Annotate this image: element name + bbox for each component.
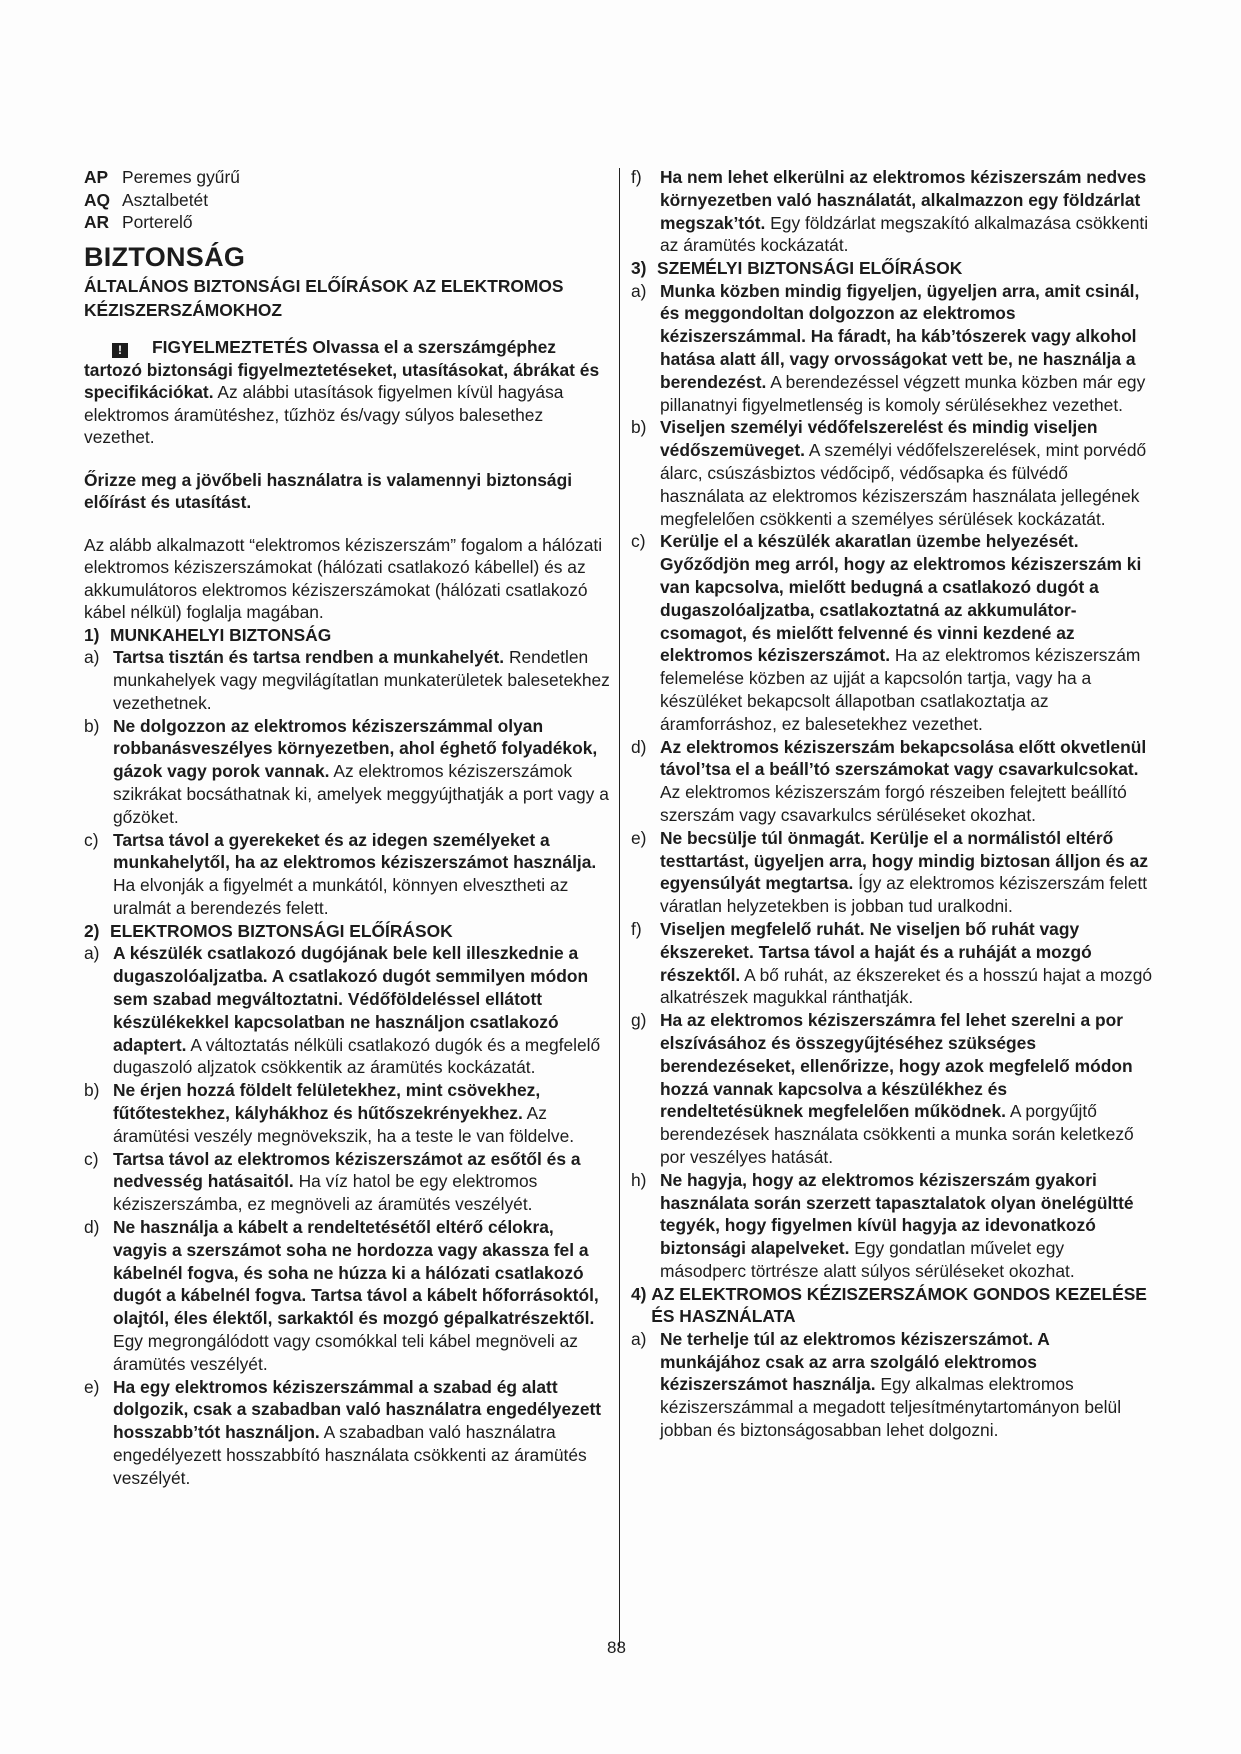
list-item: b) Viseljen személyi védőfelszerelést és mindig viseljen védőszemüveget. A személyi védőfelszerelések, mint porvédő álarc, csúszásbiztos védőcipő, védősapka és fülvédő használata az elektromos kéziszerszám használata jellegének megfelelően csökkenti a személyes sérülések kockázatát. xyxy=(631,417,1147,529)
list-item: b) Ne érjen hozzá földelt felületekhez, mint csövekhez, fűtőtestekhez, kályhákhoz és hűtőszekrényekhez. Az áramütési veszély megnövekszik, ha a teste le van földelve. xyxy=(84,1080,575,1146)
section-subtitle: ÁLTALÁNOS BIZTONSÁGI ELŐÍRÁSOK AZ ELEKTROMOS KÉZISZERSZÁMOKHOZ xyxy=(84,276,564,321)
list-item: h) Ne hagyja, hogy az elektromos kéziszerszám gyakori használata során szerzett tapasztalatok olyan önelégültté tegyék, hogy figyelmen kívül hagyja az idevonatkozó biztonsági alapelveket. Egy gondatlan művelet egy másodperc törtrésze alatt súlyos sérüléseket okozhat. xyxy=(631,1169,1134,1281)
list-item: c) Tartsa távol az elektromos kéziszerszámot az esőtől és a nedvesség hatásaitól. Ha víz hatol be egy elektromos kéziszerszámba, ez megnöveli az áramütés veszélyét. xyxy=(84,1148,581,1215)
legend-item: AQ Asztalbetét xyxy=(84,189,209,210)
list-item: e) Ha egy elektromos kéziszerszámmal a szabad ég alatt dolgozik, csak a szabadban való használatra engedélyezett hosszabb’tót használjon. A szabadban való használatra engedélyezett hosszabbító használata csökkenti az áramütés veszélyét. xyxy=(84,1376,602,1488)
warning-icon: ! xyxy=(112,343,128,358)
list-item: b) Ne dolgozzon az elektromos kéziszerszámmal olyan robbanásveszélyes környezetben, ahol éghető folyadékok, gázok vagy porok vannak. Az elektromos kéziszerszámok szikrákat bocsáthatnak ki, amelyek meggyújthatják a port vagy a gőzöket. xyxy=(84,715,609,827)
section-heading: 3) SZEMÉLYI BIZTONSÁGI ELŐÍRÁSOK xyxy=(631,258,963,279)
legend-item: AR Porterelő xyxy=(84,212,193,232)
section-heading: 4) AZ ELEKTROMOS KÉZISZERSZÁMOK GONDOS KEZELÉSE ÉS HASZNÁLATA xyxy=(631,1283,1147,1327)
page-title: BIZTONSÁG xyxy=(84,241,246,272)
list-item: d) Ne használja a kábelt a rendeltetésétől eltérő célokra, vagyis a szerszámot soha ne hordozza vagy akassza fel a kábelnél fogva, és soha ne húzza ki a hálózati csatlakozó dugót a kábelnél fogva. Tartsa távol a kábelt hőforrásoktól, olajtól, éles élektől, sarkaktól és mozgó gépalkatrészektől. Egy megrongálódott vagy csomókkal teli kábel megnöveli az áramütés veszélyét. xyxy=(84,1216,599,1374)
list-item: a) Munka közben mindig figyeljen, ügyeljen arra, amit csinál, és meggondoltan dolgozzon az elektromos kéziszerszámmal. Ha fáradt, ha káb’tószerek vagy alkohol hatása alatt áll, vagy orvosságokat vett be, ne használja a berendezést. A berendezéssel végzett munka közben már egy pillanatnyi figyelmetlenség is komoly sérülésekhez vezethet. xyxy=(631,280,1146,415)
intro-paragraph: Az alább alkalmazott “elektromos kéziszerszám” fogalom a hálózati elektromos kéziszerszámokat (hálózati csatlakozó kábellel) és az akkumulátoros elektromos kéziszerszámokat (hálózati csatlakozó kábel nélkül) foglalja magában. xyxy=(84,534,603,623)
right-column xyxy=(631,166,1153,1442)
section-heading: 2) ELEKTROMOS BIZTONSÁGI ELŐÍRÁSOK xyxy=(84,920,453,941)
list-item: a) Ne terhelje túl az elektromos kéziszerszámot. A munkájához csak az arra szolgáló elektromos kéziszerszámot használja. Egy alkalmas elektromos kéziszerszámmal a megadott teljesítménytartományon belül jobban és biztonságosabban lehet dolgozni. xyxy=(631,1328,1122,1440)
list-item: d) Az elektromos kéziszerszám bekapcsolása előtt okvetlenül távol’tsa el a beáll’tó szerszámokat vagy csavarkulcsokat. Az elektromos kéziszerszám forgó részeiben felejtett beállító szerszám vagy csavarkulcs sérüléseket okozhat. xyxy=(631,736,1147,826)
list-item: a) A készülék csatlakozó dugójának bele kell illeszkednie a dugaszolóaljzatba. A csatlakozó dugót semmilyen módon sem szabad megváltoztatni. Védőföldeléssel ellátott készülékekkel kapcsolatban ne használjon csatlakozó adaptert. A változtatás nélküli csatlakozó dugók és a megfelelő dugaszoló aljzatok csökkentik az áramütés kockázatát. xyxy=(84,943,601,1078)
list-item: e) Ne becsülje túl önmagát. Kerülje el a normálistól eltérő testtartást, ügyeljen arra, hogy mindig biztosan álljon és az egyensúlyát megtartsa. Így az elektromos kéziszerszám felett váratlan helyzetekben is jobban tud uralkodni. xyxy=(631,827,1149,917)
column-divider xyxy=(619,168,620,1648)
list-item: g) Ha az elektromos kéziszerszámra fel lehet szerelni a por elszívásához és összegyűjtéséhez szükséges berendezéseket, ellenőrizze, hogy azok megfelelő módon hozzá vannak kapcsolva a készülékhez és rendeltetésüknek megfelelően működnek. A porgyűjtő berendezések használata csökkenti a munka során keletkező por veszélyes hatását. xyxy=(631,1010,1134,1167)
warning-paragraph: ! FIGYELMEZTETÉS Olvassa el a szerszámgéphez tartozó biztonsági figyelmeztetéseket, utasításokat, ábrákat és specifikációkat. Az alábbi utasítások figyelmen kívül hagyása elektromos áramütéshez, tűzhöz és/vagy súlyos balesethez vezethet. xyxy=(84,337,600,448)
legend-list xyxy=(84,166,610,234)
left-column xyxy=(84,166,610,1489)
list-item: f) Viseljen megfelelő ruhát. Ne viseljen bő ruhát vagy ékszereket. Tartsa távol a haját és a ruháját a mozgó részektől. A bő ruhát, az ékszereket és a hosszú hajat a mozgó alkatrészek magukkal ránthatják. xyxy=(631,919,1153,1008)
section-heading: 1) MUNKAHELYI BIZTONSÁG xyxy=(84,624,332,645)
legend-item: AP Peremes gyűrű xyxy=(84,167,240,187)
list-item: f) Ha nem lehet elkerülni az elektromos kéziszerszám nedves környezetben való használatát, alkalmazzon egy földzárlat megszak’tót. Egy földzárlat megszakító alkalmazása csökkenti az áramütés kockázatát. xyxy=(631,167,1149,256)
page-number: 88 xyxy=(607,1638,626,1657)
list-item: c) Tartsa távol a gyerekeket és az idegen személyeket a munkahelytől, ha az elektromos kéziszerszámot használja. Ha elvonják a figyelmét a munkától, könnyen elvesztheti az uralmát a berendezés felett. xyxy=(84,829,597,919)
list-item: a) Tartsa tisztán és tartsa rendben a munkahelyét. Rendetlen munkahelyek vagy megvilágítatlan munkaterületek balesetekhez vezethetnek. xyxy=(84,647,610,713)
keep-instructions: Őrizze meg a jövőbeli használatra is valamennyi biztonsági előírást és utasítást. xyxy=(84,469,573,513)
list-item: c) Kerülje el a készülék akaratlan üzembe helyezését. Győződjön meg arról, hogy az elektromos kéziszerszám ki van kapcsolva, mielőtt bedugná a csatlakozó dugót a dugaszolóaljzatba, csatlakoztatná az akkumulátor-csomagot, és mielőtt felvenné és vinni kezdené az elektromos kéziszerszámot. Ha az elektromos kéziszerszám felemelése közben az ujját a kapcsolón tartja, vagy ha a készüléket bekapcsolt állapotban csatlakoztatja az áramforráshoz, ez balesetekhez vezethet. xyxy=(631,531,1142,734)
